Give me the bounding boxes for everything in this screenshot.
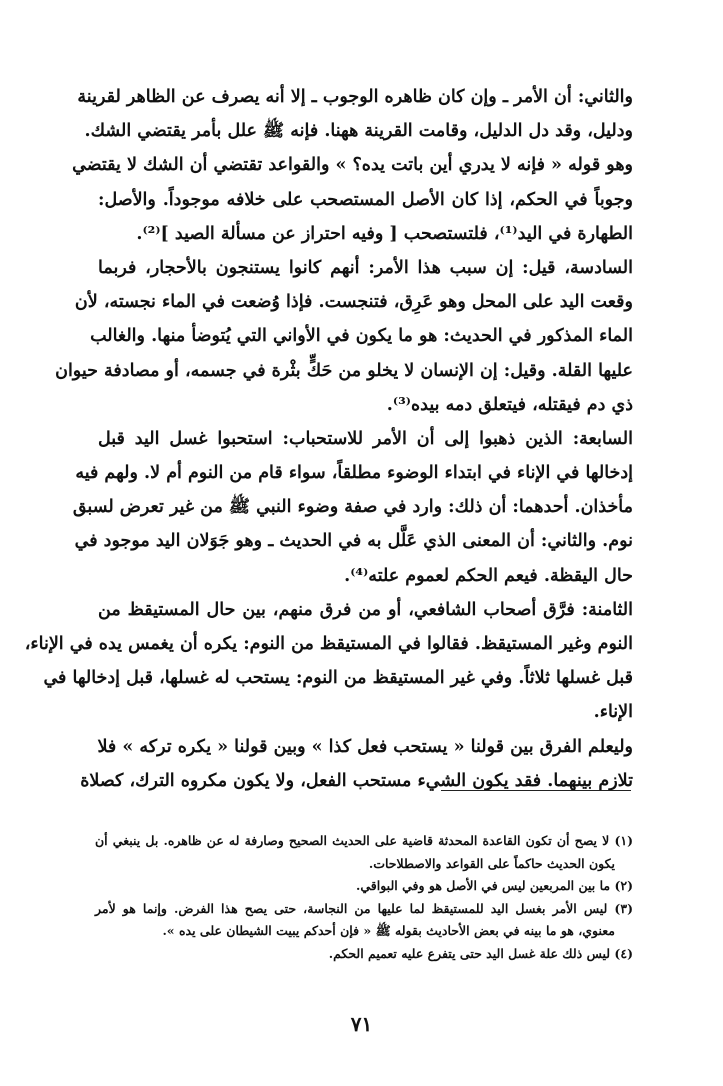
footnote-line: (٤) ليس ذلك علة غسل اليد حتى يتفرع عليه تعميم الحكم.	[328, 945, 633, 961]
main-text	[24, 80, 633, 798]
footnote-line: (٣) ليس الأمر بغسل اليد للمستيقظ لما عليها من النجاسة، حتى يصح هذا الفرض. وإنما هو لأمر	[95, 900, 633, 916]
text-line: الثامنة: فرَّق أصحاب الشافعي، أو من فرق منهم، بين حال المستيقظ من	[98, 599, 633, 620]
footnote-line: يكون الحديث حاكماً على القواعد والاصطلاحات.	[368, 855, 615, 871]
text-line: السادسة، قيل: إن سبب هذا الأمر: أنهم كانوا يستنجون بالأحجار، فربما	[98, 257, 633, 278]
text-line: ذي دم فيقتله، فيتعلق دمه بيده⁽³⁾.	[386, 394, 633, 415]
text-line: مأخذان. أحدهما: أن ذلك: وارد في صفة وضوء النبي ﷺ من غير تعرض لسبق	[72, 497, 633, 518]
text-line: النوم وغير المستيقظ. فقالوا في المستيقظ من النوم: يكره أن يغمس يده في الإناء،	[24, 634, 633, 654]
text-line: الطهارة في اليد⁽¹⁾، فلتستصحب [ وفيه احتراز عن مسألة الصيد ]⁽²⁾.	[136, 223, 633, 244]
text-line: ودليل، وقد دل الدليل، وقامت القرينة ههنا. فإنه ﷺ علل بأمر يقتضي الشك.	[84, 121, 633, 142]
footnote-separator	[441, 790, 631, 791]
text-line: وجوباً في الحكم، إذا كان الأصل المستصحب على خلافه موجوداً. والأصل:	[98, 189, 633, 210]
text-line: وليعلم الفرق بين قولنا « يستحب فعل كذا » وبين قولنا « يكره تركه » فلا	[97, 736, 633, 757]
text-line: عليها القلة. وقيل: إن الإنسان لا يخلو من حَكٍّ بثْرة في جسمه، أو مصادفة حيوان	[55, 360, 633, 381]
footnote-line: (٢) ما بين المربعين ليس في الأصل هو وفي البواقي.	[356, 878, 633, 893]
text-line: وهو قوله « فإنه لا يدري أين باتت يده؟ » والقواعد تقتضي أن الشك لا يقتضي	[72, 155, 633, 176]
text-line: حال اليقظة. فيعم الحكم لعموم علته⁽⁴⁾.	[344, 565, 633, 586]
text-line: الإناء.	[593, 702, 633, 723]
footnote-line: (١) لا يصح أن تكون القاعدة المحدثة قاضية على الحديث الصحيح وصارفة له عن ظاهره. بل ينبغي أن	[95, 833, 633, 848]
footnote-line: معنوي، هو ما بينه في بعض الأحاديث بقوله ﷺ « فإن أحدكم يبيت الشيطان على يده ».	[162, 923, 615, 938]
text-line: الماء المذكور في الحديث: هو ما يكون في الأواني التي يُتوضأ منها. والغالب	[90, 326, 633, 347]
text-line: نوم. والثاني: أن المعنى الذي عَلَّل به في الحديث ـ وهو جَوَلان اليد موجود في	[74, 531, 633, 552]
text-line: والثاني: أن الأمر ـ وإن كان ظاهره الوجوب ـ إلا أنه يصرف عن الظاهر لقرينة	[77, 87, 633, 107]
footnotes	[95, 830, 633, 965]
text-line: قبل غسلها ثلاثاً. وفي غير المستيقظ من النوم: يستحب له غسلها، قبل إدخالها في	[43, 668, 633, 689]
text-line: إدخالها في الإناء في ابتداء الوضوء مطلقاً، سواء قام من النوم أم لا. ولهم فيه	[75, 463, 633, 484]
page-number: ٧١	[350, 1012, 373, 1036]
text-line: السابعة: الذين ذهبوا إلى أن الأمر للاستحباب: استحبوا غسل اليد قبل	[98, 428, 633, 449]
text-line: تلازم بينهما. فقد يكون الشيء مستحب الفعل، ولا يكون مكروه الترك، كصلاة	[80, 770, 633, 791]
text-line: وقعت اليد على المحل وهو عَرِق، فتنجست. فإذا وُضعت في الماء نجسته، لأن	[74, 292, 633, 313]
